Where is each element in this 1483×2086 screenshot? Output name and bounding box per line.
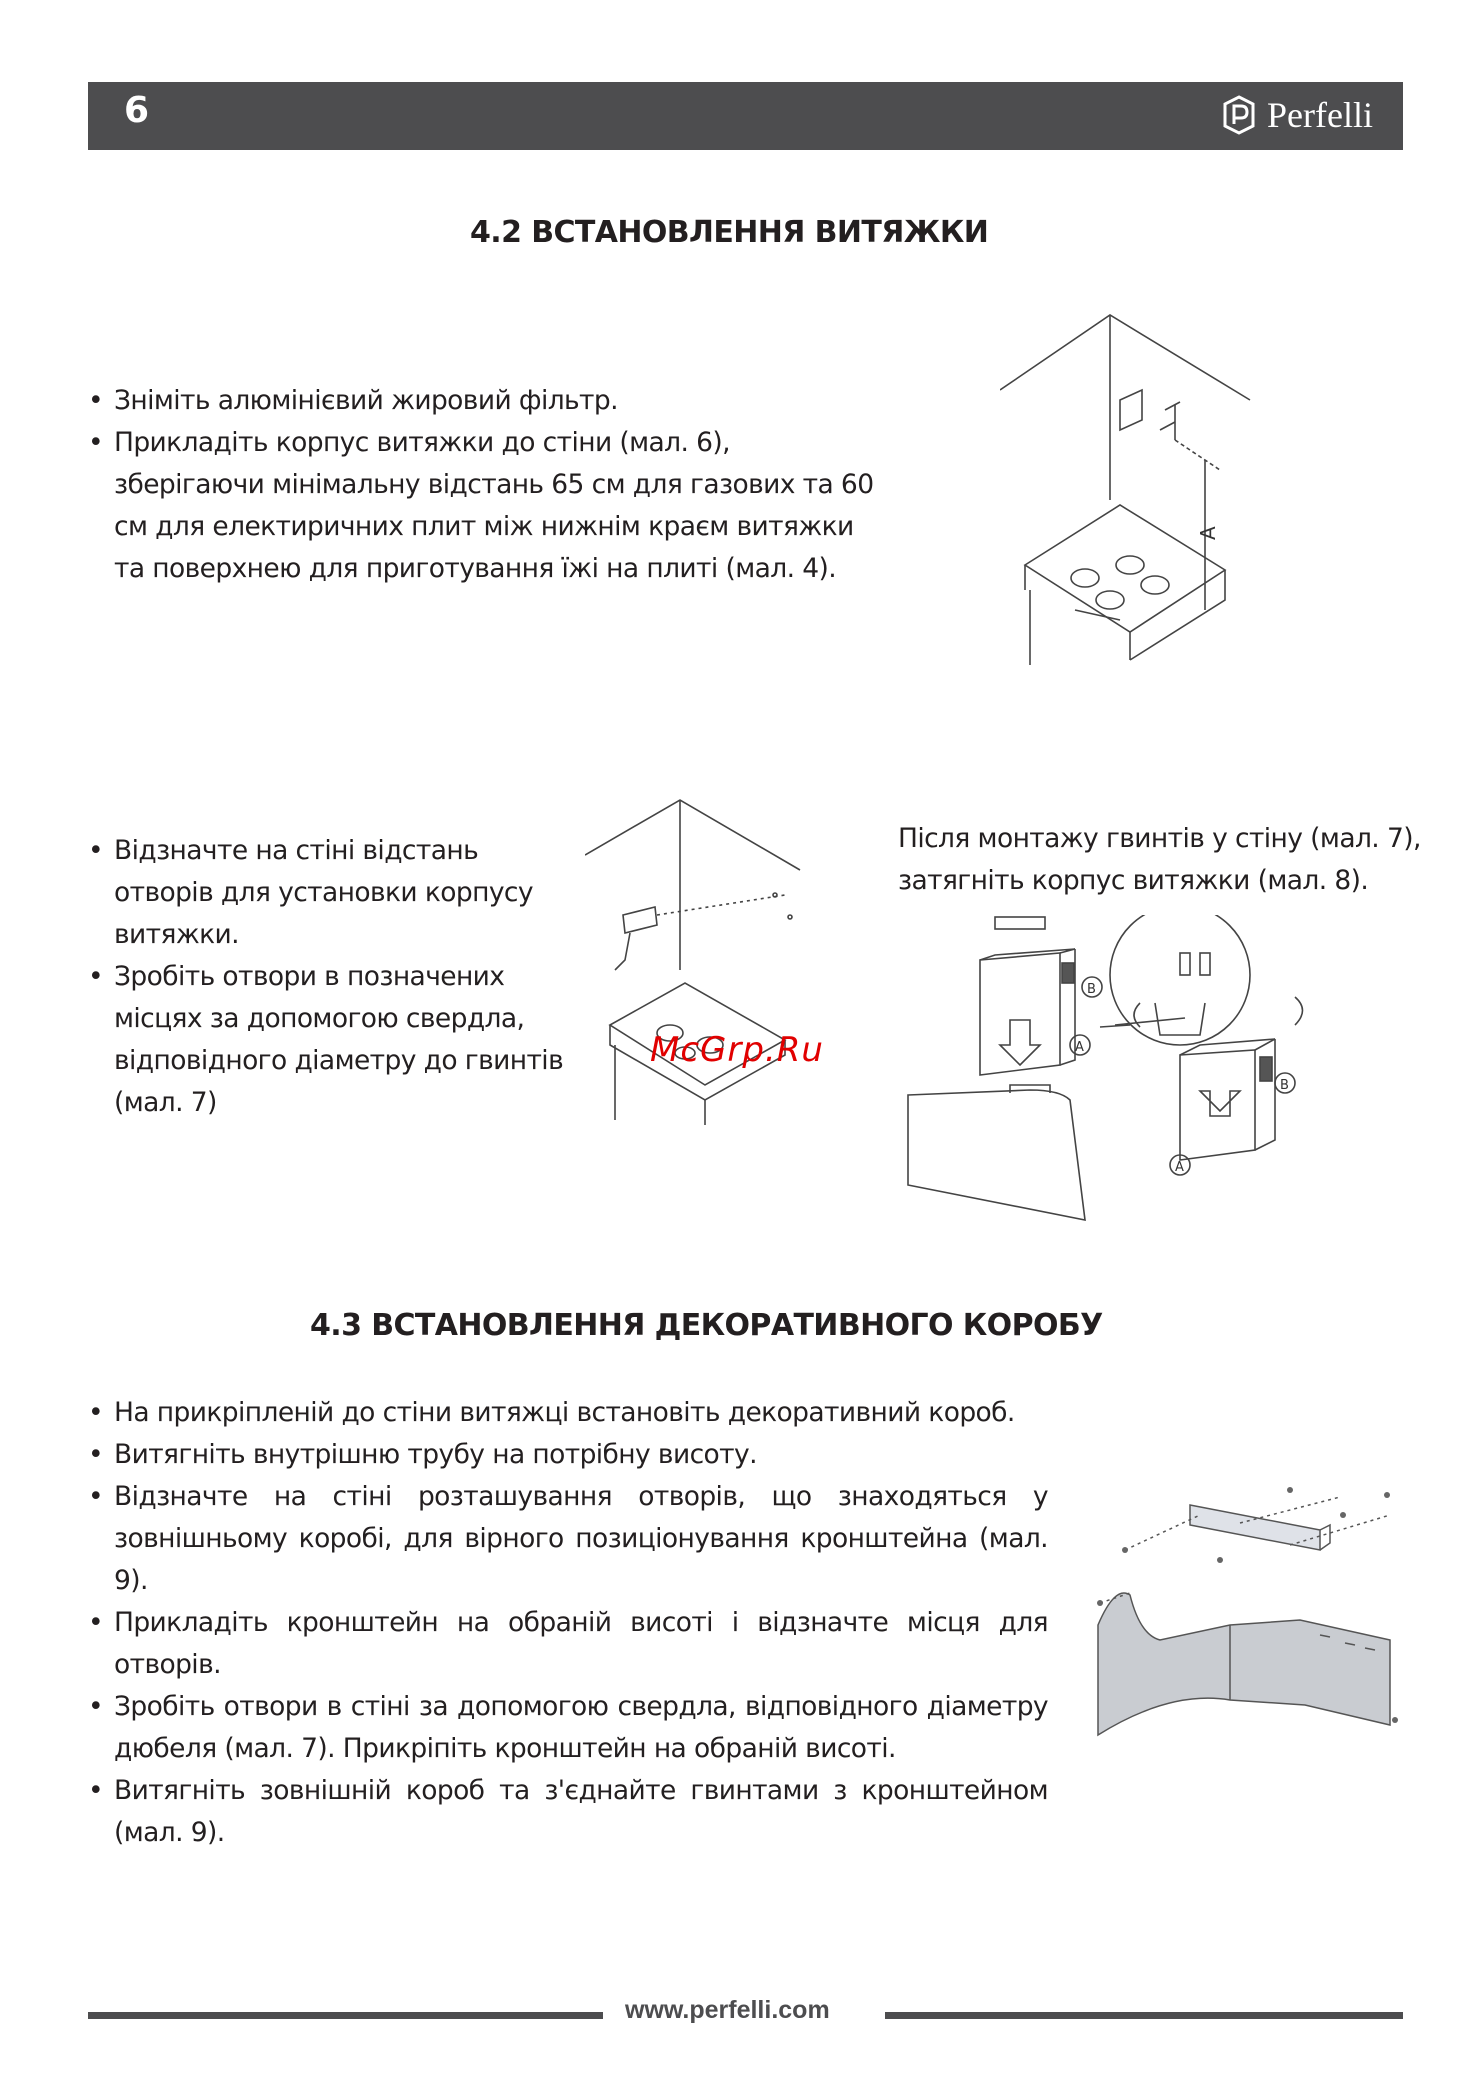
- watermark: McGrp.Ru: [650, 1030, 824, 1070]
- list-item: • Зробіть отвори в стіні за допомогою свердла, відповідного діаметру дюбеля (мал. 7). Прикріпіть кронштейн на обраній висоті.: [88, 1686, 1048, 1770]
- list-item: • Відзначте на стіні розташування отворів, що знаходяться у зовнішньому коробі, для вірного позиціонування кронштейна (мал. 9).: [88, 1476, 1048, 1602]
- list-item: • Відзначте на стіні відстань отворів для установки корпусу витяжки.: [88, 830, 568, 956]
- header-bar: [88, 82, 1403, 150]
- list-item: • Зніміть алюмінієвий жировий фільтр.: [88, 380, 888, 422]
- install-list-1: [88, 380, 888, 590]
- list-item: • Прикладіть кронштейн на обраній висоті і відзначте місця для отворів.: [88, 1602, 1048, 1686]
- figure-decor-box: [1090, 1485, 1420, 1745]
- list-item: • На прикріпленій до стіни витяжці встановіть декоративний короб.: [88, 1392, 1048, 1434]
- figure-drilling: [585, 795, 885, 1125]
- label-b-2: B: [1280, 1078, 1289, 1093]
- brand-name: Perfelli: [1267, 95, 1373, 135]
- page-number: 6: [124, 90, 150, 131]
- list-item: [88, 422, 888, 590]
- list-item: • Витягніть зовнішній короб та з'єднайте гвинтами з кронштейном (мал. 9).: [88, 1770, 1048, 1854]
- label-a-2: A: [1175, 1160, 1184, 1175]
- list-item-text: Прикладіть корпус витяжки до стіни (мал. 6), зберігаючи мінімальну відстань 65 см для газових та 60 см для електиричних плит між нижнім краєм витяжки та поверхнею для приготування їжі на плиті (мал. 4).: [114, 427, 874, 584]
- label-b: B: [1087, 982, 1096, 997]
- install-list-2: [88, 830, 568, 1124]
- label-a: A: [1075, 1040, 1084, 1055]
- brand-logo: [1219, 94, 1373, 136]
- perfelli-logo-icon: [1219, 95, 1259, 135]
- figure-hood-mounting: [900, 915, 1330, 1255]
- list-item: • Зробіть отвори в позначених місцях за допомогою свердла, відповідного діаметру до гвинтів (мал. 7): [88, 956, 568, 1124]
- after-mount-note: Після монтажу гвинтів у стіну (мал. 7), затягніть корпус витяжки (мал. 8).: [898, 823, 1421, 896]
- footer-rule-right: [885, 2012, 1403, 2019]
- decor-list: [88, 1392, 1048, 1854]
- figure-hood-distance: [1000, 310, 1290, 670]
- dimension-label: A: [1196, 526, 1220, 540]
- section-title-4-3: 4.3 ВСТАНОВЛЕННЯ ДЕКОРАТИВНОГО КОРОБУ: [310, 1308, 1103, 1343]
- footer-rule-left: [88, 2012, 603, 2019]
- section-title-4-2: 4.2 ВСТАНОВЛЕННЯ ВИТЯЖКИ: [470, 215, 989, 250]
- footer-url: www.perfelli.com: [625, 1996, 830, 2024]
- list-item: • Витягніть внутрішню трубу на потрібну висоту.: [88, 1434, 1048, 1476]
